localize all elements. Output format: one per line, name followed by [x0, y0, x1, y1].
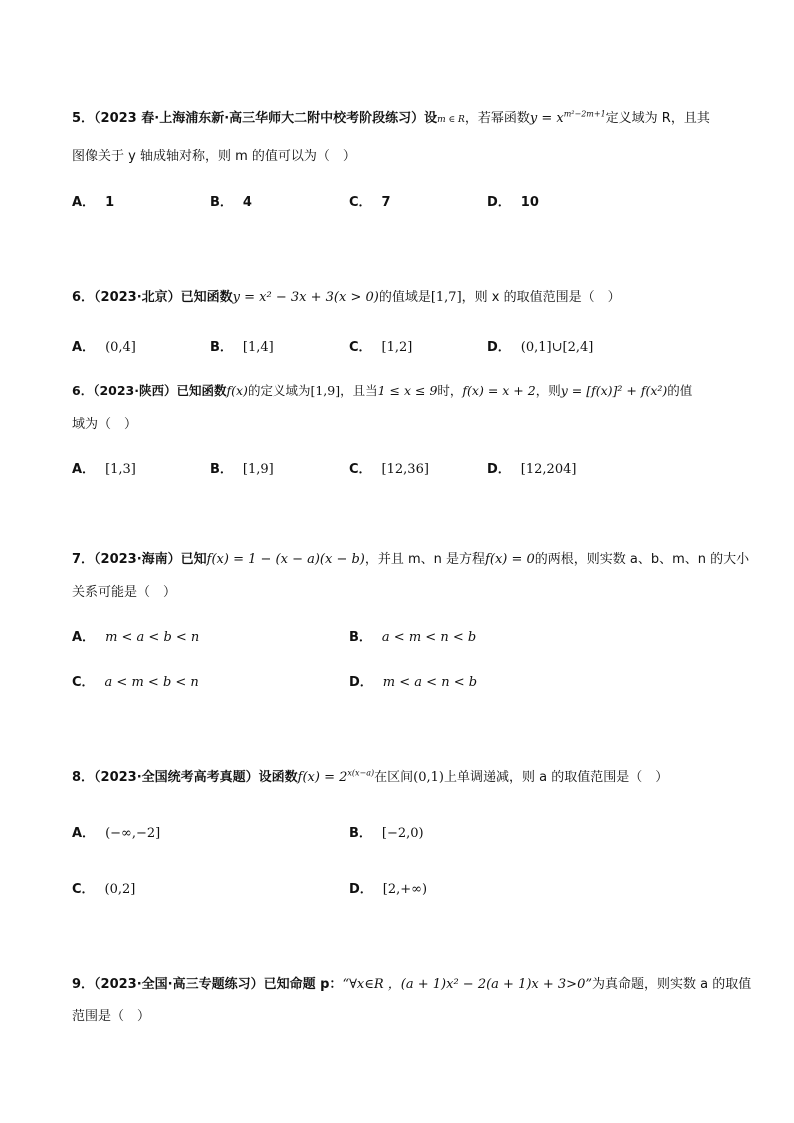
question-8-exponent: x(x−a): [347, 768, 375, 778]
option-value: a < m < b < n: [104, 675, 199, 690]
question-9-line-2: 范围是（ ）: [72, 1009, 151, 1024]
question-7-line-1: [72, 548, 749, 567]
question-8-function: f(x) = 2: [297, 770, 348, 785]
option-label: A．: [72, 195, 96, 210]
question-8-line-1: [72, 766, 668, 785]
question-7-line-2: 关系可能是（ ）: [72, 585, 177, 600]
option-value: [1,2]: [381, 340, 413, 355]
option-label: A．: [72, 630, 96, 645]
option-value: (0,1]∪[2,4]: [520, 340, 594, 355]
question-7-source: 7．（2023·海南）已知: [72, 552, 207, 567]
question-6b-domain: [1,9]: [310, 383, 341, 398]
question-5-exponent: m²−2m+1: [563, 109, 606, 119]
q6b-option-a[interactable]: [72, 458, 136, 477]
option-label: D．: [349, 882, 373, 897]
q6a-option-b[interactable]: [210, 336, 274, 355]
question-5-source: 5．（2023 春·上海浦东新·高三华师大二附中校考阶段练习）设: [72, 111, 438, 126]
option-value: 1: [105, 195, 115, 210]
question-6b-condition: 1 ≤ x ≤ 9: [377, 383, 438, 398]
q7-option-d[interactable]: [349, 671, 477, 690]
question-7-definition: f(x) = 1 − (x − a)(x − b): [206, 552, 365, 567]
question-6a-text: 的值域是: [378, 290, 431, 305]
option-value: 7: [381, 195, 391, 210]
option-value: [12,36]: [381, 462, 429, 477]
q8-option-c[interactable]: [72, 878, 135, 897]
option-label: B．: [210, 340, 233, 355]
option-label: A．: [72, 340, 96, 355]
question-6a-text-end: ，则 x 的取值范围是（ ）: [461, 290, 621, 305]
option-value: 4: [242, 195, 252, 210]
question-6b-text-4: ，则: [535, 383, 561, 398]
q5-option-a[interactable]: [72, 191, 114, 210]
question-6a-source: 6．（2023·北京）已知函数: [72, 290, 233, 305]
q5-option-d[interactable]: [487, 191, 539, 210]
question-5-line-1: [72, 107, 710, 126]
question-9-proposition: “∀x∈R ，(a + 1)x² − 2(a + 1)x + 3>0”: [342, 977, 592, 992]
question-6a-line-1: [72, 286, 621, 305]
question-6b-function: f(x): [226, 383, 248, 398]
option-value: m < a < n < b: [382, 675, 478, 690]
option-value: m < a < b < n: [105, 630, 200, 645]
question-7-text: ，并且 m、n 是方程: [364, 552, 486, 567]
question-6b-text-3: 时，: [437, 383, 463, 398]
question-6b-text: 的定义域为: [247, 383, 311, 398]
question-8-text: 在区间: [374, 770, 414, 785]
q6a-option-c[interactable]: [349, 336, 412, 355]
option-value: [1,3]: [105, 462, 136, 477]
q7-option-b[interactable]: [349, 626, 476, 645]
option-label: C．: [349, 340, 372, 355]
option-value: (−∞,−2]: [105, 826, 161, 841]
option-label: C．: [349, 462, 372, 477]
question-8-text-end: 上单调递减，则 a 的取值范围是（ ）: [443, 770, 669, 785]
q7-option-a[interactable]: [72, 626, 199, 645]
question-9-line-1: [72, 973, 751, 992]
option-label: B．: [349, 826, 372, 841]
option-value: [−2,0): [381, 826, 424, 841]
option-label: C．: [349, 195, 372, 210]
option-value: [1,4]: [242, 340, 274, 355]
q6b-option-d[interactable]: [487, 458, 576, 477]
question-8-interval: (0,1): [413, 770, 444, 785]
option-value: [2,+∞): [382, 882, 428, 897]
option-value: (0,4]: [105, 340, 136, 355]
option-label: B．: [210, 462, 233, 477]
question-9-source: 9．（2023·全国·高三专题练习）已知命题 p：: [72, 977, 343, 992]
option-label: C．: [72, 675, 95, 690]
question-6a-function: y = x² − 3x + 3(x > 0): [232, 290, 379, 305]
option-label: B．: [210, 195, 233, 210]
question-6a-range: [1,7]: [430, 290, 462, 305]
q8-option-d[interactable]: [349, 878, 427, 897]
question-6b-source: 6．（2023·陕西）已知函数: [72, 383, 227, 398]
question-6b-line-1: [72, 381, 692, 399]
option-value: 10: [520, 195, 539, 210]
q5-option-b[interactable]: [210, 191, 252, 210]
question-5-condition: m ∈ R: [437, 115, 465, 125]
option-value: (0,2]: [104, 882, 136, 897]
option-label: A．: [72, 462, 96, 477]
option-label: A．: [72, 826, 96, 841]
question-6b-line-2: 域为（ ）: [72, 417, 138, 432]
question-6b-definition: f(x) = x + 2: [462, 383, 536, 398]
option-value: a < m < n < b: [381, 630, 477, 645]
option-label: B．: [349, 630, 372, 645]
q8-option-a[interactable]: [72, 822, 160, 841]
question-5-text-end: 定义域为 R，且其: [605, 111, 710, 126]
q6a-option-d[interactable]: [487, 336, 593, 355]
option-label: D．: [487, 462, 511, 477]
option-value: [1,9]: [242, 462, 274, 477]
question-8-source: 8．（2023·全国统考高考真题）设函数: [72, 770, 298, 785]
q8-option-b[interactable]: [349, 822, 424, 841]
option-label: D．: [487, 340, 511, 355]
question-6b-text-2: ，且当: [340, 383, 378, 398]
option-label: D．: [487, 195, 511, 210]
question-9-text-end: 为真命题，则实数 a 的取值: [592, 977, 752, 992]
question-5-line-2: 图像关于 y 轴成轴对称，则 m 的值可以为（ ）: [72, 149, 356, 164]
q6a-option-a[interactable]: [72, 336, 136, 355]
option-label: C．: [72, 882, 95, 897]
question-5-function: y = x: [529, 111, 564, 126]
q7-option-c[interactable]: [72, 671, 199, 690]
question-7-text-end: 的两根，则实数 a、b、m、n 的大小: [534, 552, 750, 567]
option-label: D．: [349, 675, 373, 690]
option-value: [12,204]: [520, 462, 577, 477]
question-5-text: ，若幂函数: [464, 111, 530, 126]
q6b-option-b[interactable]: [210, 458, 274, 477]
question-6b-text-end: 的值: [667, 383, 693, 398]
question-7-equation: f(x) = 0: [485, 552, 535, 567]
q6b-option-c[interactable]: [349, 458, 429, 477]
q5-option-c[interactable]: [349, 191, 391, 210]
question-6b-expression: y = [f(x)]² + f(x²): [560, 383, 668, 398]
